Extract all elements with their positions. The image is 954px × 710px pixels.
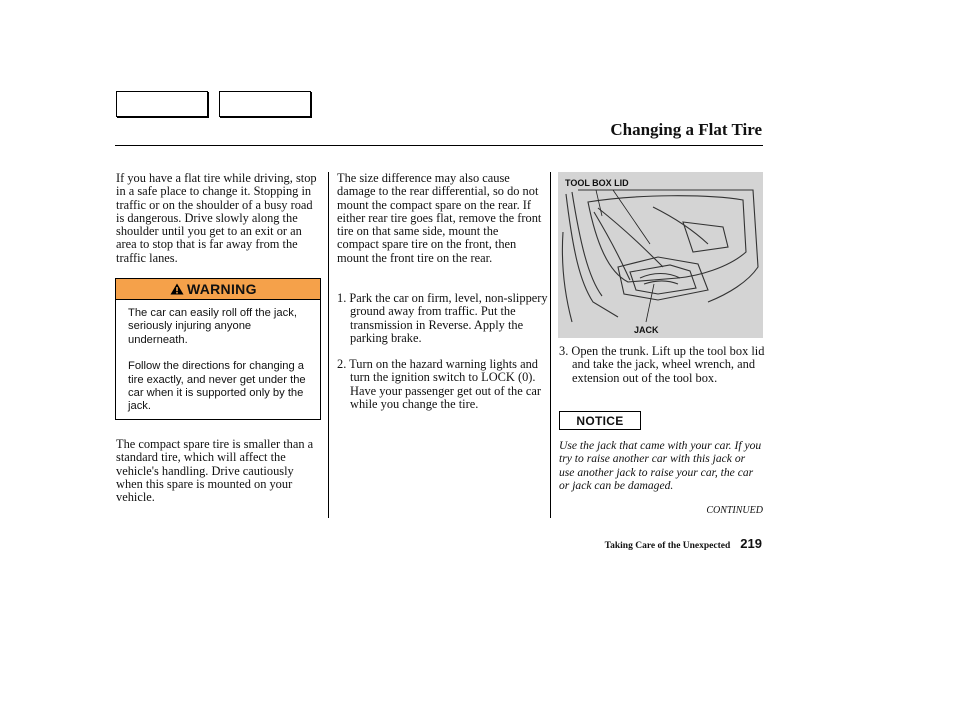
section-name: Taking Care of the Unexpected: [604, 541, 731, 551]
warning-triangle-icon: [170, 283, 184, 295]
spare-tire-paragraph: The compact spare tire is smaller than a standard tire, which will affect the vehicle's handling. Drive cautiously when this spare is mounted on your vehicle.: [116, 437, 314, 505]
header-rule: [115, 145, 763, 146]
step-2: 2. Turn on the hazard warning lights and turn the ignition switch to LOCK (0). Have your passenger get out of the car while you change the tire.: [337, 357, 541, 411]
page-title: Changing a Flat Tire: [610, 120, 762, 139]
notice-text: Use the jack that came with your car. If you try to raise another car with this jack or use another jack to raise your car, the car or jack can be damaged.: [559, 439, 762, 493]
warning-header: [116, 279, 320, 300]
trunk-illustration: [558, 172, 763, 338]
column-divider-1: [328, 172, 329, 518]
trunk-drawing: [558, 172, 763, 338]
warning-text-2: Follow the directions for changing a tire exactly, and never get under the car when it is supported only by the jack.: [128, 360, 306, 413]
page-footer: [605, 536, 762, 551]
warning-box: [115, 278, 321, 420]
size-difference-paragraph: The size difference may also cause damage to the rear differential, so do not mount the compact spare on the rear. If either rear tire goes flat, remove the front tire on that same side, mount the compact spare tire on the front, then mount the front tire on the rear.: [337, 171, 542, 265]
jack-label: JACK: [634, 325, 659, 335]
warning-text-1: The car can easily roll off the jack, seriously injuring anyone underneath.: [128, 307, 297, 346]
nav-tab-blank-1[interactable]: [116, 91, 208, 117]
tool-box-lid-label: TOOL BOX LID: [565, 178, 629, 188]
step-1: 1. Park the car on firm, level, non-slippery ground away from traffic. Put the transmission in Reverse. Apply the parking brake.: [337, 291, 548, 345]
continued-label: CONTINUED: [706, 505, 763, 516]
nav-tab-blank-2[interactable]: [219, 91, 311, 117]
warning-label: WARNING: [187, 281, 257, 297]
step-3: 3. Open the trunk. Lift up the tool box lid and take the jack, wheel wrench, and extension out of the tool box.: [559, 344, 765, 385]
column-divider-2: [550, 172, 551, 518]
notice-label: NOTICE: [559, 411, 641, 430]
intro-paragraph: If you have a flat tire while driving, stop in a safe place to change it. Stopping in traffic or on the shoulder of a busy road is dangerous. Drive slowly along the shoulder until you get to an exit or an area to stop that is far away from the traffic lanes.: [116, 171, 317, 265]
page-number: 219: [740, 536, 762, 551]
